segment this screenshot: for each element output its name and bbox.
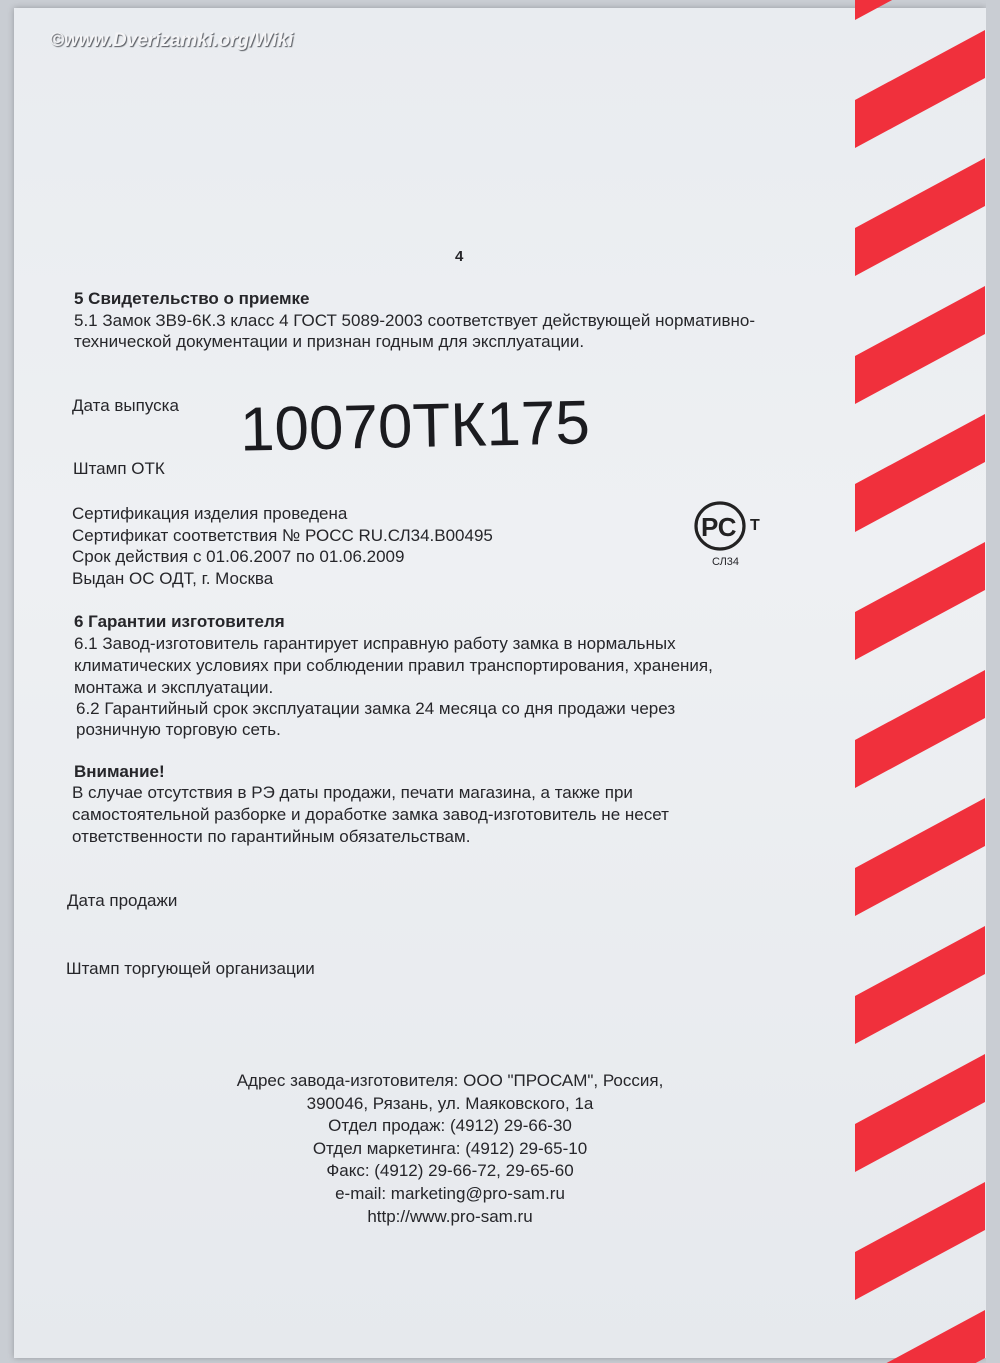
serial-number: 10070ТК175 [239, 388, 591, 465]
certification-line: Срок действия с 01.06.2007 по 01.06.2009 [72, 547, 405, 566]
red-stripe [855, 286, 985, 404]
section6-line: монтажа и эксплуатации. [74, 678, 274, 697]
red-stripe [855, 670, 985, 788]
release-date-label: Дата выпуска [72, 396, 179, 415]
svg-text:Т: Т [750, 517, 760, 534]
section6-line: климатических условиях при соблюдении правил транспортирования, хранения, [74, 656, 713, 675]
section5-line: технической документации и признан годным для эксплуатации. [74, 332, 585, 351]
red-stripe [855, 926, 985, 1044]
page-number: 4 [455, 248, 464, 265]
attention-line: В случае отсутствия в РЭ даты продажи, печати магазина, а также при [72, 783, 633, 802]
red-stripe [855, 798, 985, 916]
sale-date-label: Дата продажи [67, 891, 178, 910]
certification-line: Сертификация изделия проведена [72, 504, 348, 523]
otk-stamp-label: Штамп ОТК [73, 459, 165, 478]
certification-line: Выдан ОС ОДТ, г. Москва [72, 569, 274, 588]
footer-line: 390046, Рязань, ул. Маяковского, 1а [306, 1093, 594, 1113]
red-stripe-border [835, 0, 1000, 1363]
attention-line: самостоятельной разборке и доработке замка завод-изготовитель не несет [72, 805, 669, 824]
footer-line: Адрес завода-изготовителя: ООО "ПРОСАМ", Россия, [236, 1071, 664, 1090]
manufacturer-address [190, 1070, 710, 1228]
footer-line: Отдел продаж: (4912) 29-66-30 [328, 1116, 572, 1136]
page-edge-background [986, 0, 1000, 1363]
certification-line: Сертификат соответствия № РОСС RU.СЛ34.В00495 [72, 526, 493, 545]
red-stripe [855, 158, 985, 276]
footer-line: Отдел маркетинга: (4912) 29-65-10 [312, 1138, 588, 1158]
red-stripe [855, 30, 985, 148]
attention-heading: Внимание! [74, 762, 165, 781]
red-stripe [855, 542, 985, 660]
red-stripe [855, 1054, 985, 1172]
section6-line: розничную торговую сеть. [76, 720, 281, 739]
gost-mark-label: СЛ34 [712, 556, 740, 568]
section5-heading: 5 Свидетельство о приемке [74, 289, 310, 308]
section5-line: 5.1 Замок ЗВ9-6К.3 класс 4 ГОСТ 5089-2003 соответствует действующей нормативно- [74, 311, 755, 330]
section6-heading: 6 Гарантии изготовителя [74, 612, 285, 631]
footer-line: Факс: (4912) 29-66-72, 29-65-60 [326, 1161, 574, 1181]
footer-line: http://www.pro-sam.ru [367, 1206, 533, 1226]
footer-line: e-mail: marketing@pro-sam.ru [335, 1183, 565, 1203]
red-stripe [855, 414, 985, 532]
attention-line: ответственности по гарантийным обязательствам. [72, 827, 471, 846]
red-stripe [855, 1310, 985, 1363]
section6-line: 6.1 Завод-изготовитель гарантирует исправную работу замка в нормальных [74, 634, 676, 653]
section6-line: 6.2 Гарантийный срок эксплуатации замка 24 месяца со дня продажи через [76, 699, 676, 718]
gost-certification-mark-icon [692, 500, 772, 556]
trade-stamp-label: Штамп торгующей организации [66, 959, 315, 978]
watermark: ©www.Dverizamki.org/Wiki [50, 30, 294, 51]
red-stripe [855, 0, 985, 20]
svg-text:РС: РС [701, 512, 737, 542]
red-stripe [855, 1182, 985, 1300]
